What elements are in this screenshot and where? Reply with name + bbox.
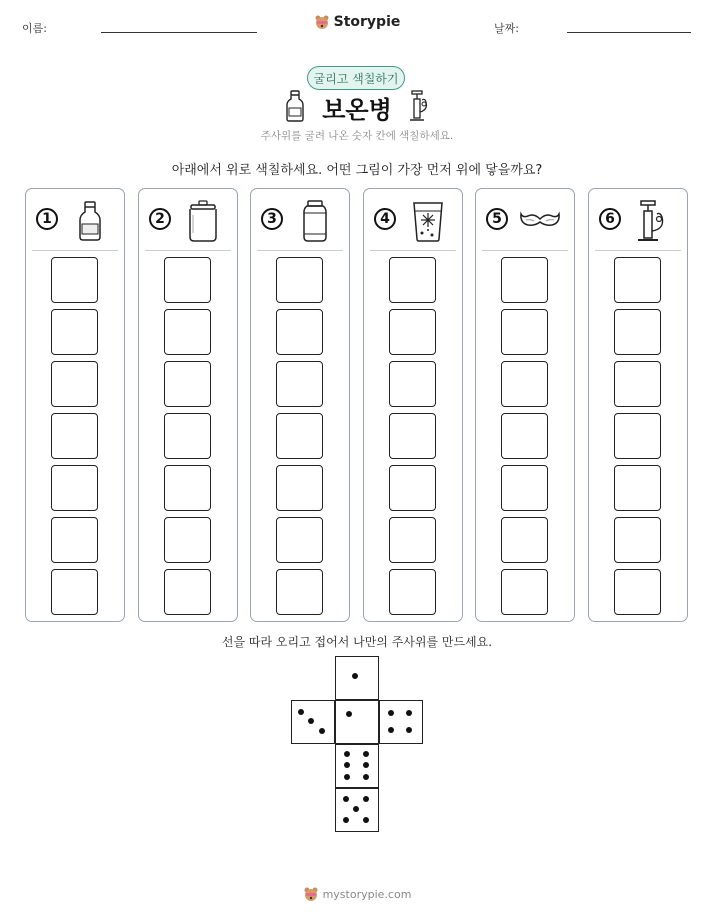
column-number: 3	[261, 208, 283, 230]
color-box[interactable]	[389, 465, 436, 511]
bike-pump-icon	[633, 199, 673, 243]
die-face-3	[291, 700, 335, 744]
pip	[388, 727, 394, 733]
pip	[363, 774, 369, 780]
pip	[343, 817, 349, 823]
color-box[interactable]	[51, 257, 98, 303]
color-box[interactable]	[614, 465, 661, 511]
bear-logo-icon	[303, 886, 319, 902]
pip	[344, 774, 350, 780]
pip	[406, 727, 412, 733]
pip	[363, 817, 369, 823]
pip	[319, 728, 325, 734]
color-box[interactable]	[276, 309, 323, 355]
color-box[interactable]	[614, 309, 661, 355]
column-3	[250, 188, 350, 622]
color-box[interactable]	[276, 569, 323, 615]
color-box[interactable]	[164, 569, 211, 615]
color-box[interactable]	[164, 361, 211, 407]
instruction: 아래에서 위로 색칠하세요. 어떤 그림이 가장 먼저 위에 닿을까요?	[171, 163, 543, 178]
column-number: 4	[374, 208, 396, 230]
color-box[interactable]	[501, 569, 548, 615]
color-box[interactable]	[164, 413, 211, 459]
subtitle: 주사위를 굴려 나온 숫자 칸에 색칠하세요.	[260, 130, 454, 142]
die-face-4	[379, 700, 423, 744]
pip	[346, 711, 352, 717]
bear-logo-icon	[314, 14, 330, 30]
column-number: 2	[149, 208, 171, 230]
activity-badge: 굴리고 색칠하기	[307, 66, 405, 90]
pip	[363, 751, 369, 757]
color-box[interactable]	[51, 517, 98, 563]
color-box[interactable]	[389, 517, 436, 563]
die-face-5	[335, 788, 379, 832]
pip	[363, 762, 369, 768]
brand-name: Storypie	[333, 14, 401, 30]
color-box[interactable]	[614, 361, 661, 407]
pip	[353, 806, 359, 812]
mustache-icon	[520, 199, 560, 243]
name-label: 이름:	[22, 22, 47, 35]
column-4	[363, 188, 463, 622]
color-box[interactable]	[501, 465, 548, 511]
color-box[interactable]	[389, 361, 436, 407]
date-line[interactable]	[567, 32, 691, 33]
color-box[interactable]	[276, 413, 323, 459]
column-number: 1	[36, 208, 58, 230]
jar-icon	[183, 199, 223, 243]
color-box[interactable]	[389, 569, 436, 615]
color-box[interactable]	[276, 257, 323, 303]
color-box[interactable]	[51, 309, 98, 355]
footer-url[interactable]: mystorypie.com	[322, 887, 412, 901]
column-2	[138, 188, 238, 622]
pip	[344, 751, 350, 757]
die-face-1b	[335, 700, 379, 744]
glass-jar-icon	[295, 199, 335, 243]
color-box[interactable]	[389, 309, 436, 355]
color-box[interactable]	[614, 517, 661, 563]
pip	[344, 762, 350, 768]
column-1	[25, 188, 125, 622]
page-title: 보온병	[322, 96, 392, 124]
name-line[interactable]	[101, 32, 257, 33]
color-box[interactable]	[614, 413, 661, 459]
color-box[interactable]	[389, 413, 436, 459]
color-box[interactable]	[276, 465, 323, 511]
color-box[interactable]	[501, 413, 548, 459]
column-number: 5	[486, 208, 508, 230]
color-box[interactable]	[501, 361, 548, 407]
column-6	[588, 188, 688, 622]
color-box[interactable]	[164, 257, 211, 303]
color-box[interactable]	[164, 309, 211, 355]
pip	[388, 710, 394, 716]
milk-bottle-icon	[70, 199, 110, 243]
color-box[interactable]	[501, 257, 548, 303]
date-label: 날짜:	[494, 22, 519, 35]
pip	[308, 718, 314, 724]
color-box[interactable]	[389, 257, 436, 303]
color-box[interactable]	[51, 413, 98, 459]
footer	[0, 886, 714, 902]
color-box[interactable]	[164, 517, 211, 563]
die-face-1	[335, 656, 379, 700]
pip	[406, 710, 412, 716]
die-face-6	[335, 744, 379, 788]
color-box[interactable]	[51, 569, 98, 615]
bike-pump-icon	[408, 90, 430, 122]
color-box[interactable]	[51, 361, 98, 407]
color-box[interactable]	[501, 517, 548, 563]
brand-logo	[0, 14, 714, 30]
color-box[interactable]	[614, 257, 661, 303]
pip	[298, 709, 304, 715]
color-box[interactable]	[276, 361, 323, 407]
color-box[interactable]	[276, 517, 323, 563]
color-box[interactable]	[614, 569, 661, 615]
color-box[interactable]	[164, 465, 211, 511]
net-instruction: 선을 따라 오리고 접어서 나만의 주사위를 만드세요.	[221, 635, 493, 649]
pip	[352, 673, 358, 679]
color-box[interactable]	[501, 309, 548, 355]
column-5	[475, 188, 575, 622]
color-box[interactable]	[51, 465, 98, 511]
ice-cup-icon	[408, 199, 448, 243]
pip	[343, 796, 349, 802]
column-number: 6	[599, 208, 621, 230]
pip	[363, 796, 369, 802]
